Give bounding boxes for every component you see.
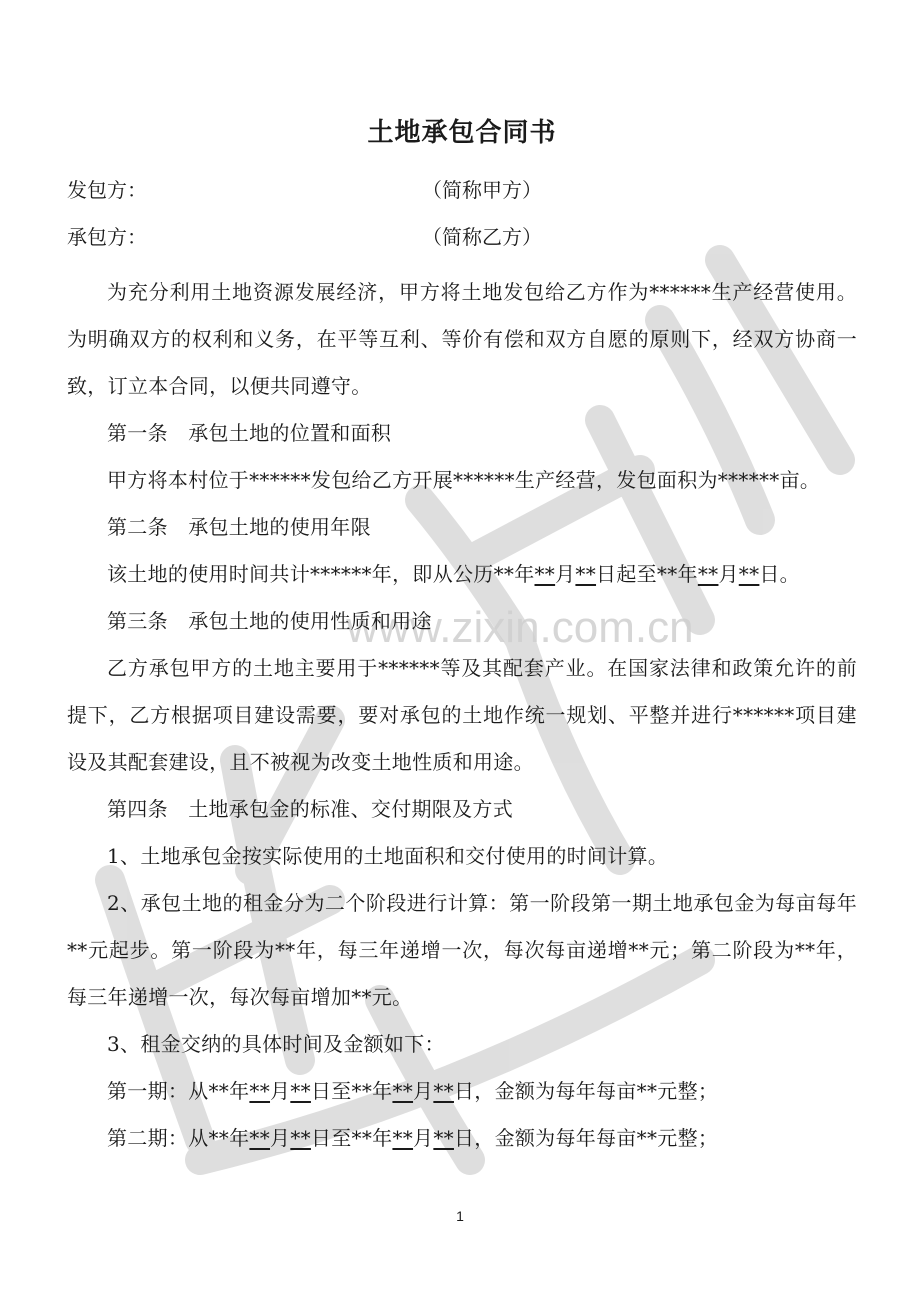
text-segment: 月 <box>555 562 576 586</box>
article-4-item-1: 1、土地承包金按实际使用的土地面积和交付使用的时间计算。 <box>107 844 669 868</box>
article-2-body <box>67 551 857 598</box>
text-segment: 第二期：从**年 <box>107 1126 250 1150</box>
text-segment: 月 <box>413 1126 434 1150</box>
article-2-heading: 第二条 承包土地的使用年限 <box>107 515 371 539</box>
party-a-line <box>67 175 857 222</box>
payment-period-1 <box>67 1068 857 1115</box>
watermark-url: www.zixin.com.cn <box>346 603 694 652</box>
article-1-heading: 第一条 承包土地的位置和面积 <box>107 421 392 445</box>
underlined-blank: ** <box>433 1079 454 1103</box>
text-segment: 该土地的使用时间共计******年，即从公历**年 <box>107 562 535 586</box>
text-segment: 月 <box>718 562 739 586</box>
underlined-blank: ** <box>697 562 719 586</box>
article-4-heading: 第四条 土地承包金的标准、交付期限及方式 <box>107 797 513 821</box>
article-4-item-3: 3、租金交纳的具体时间及金额如下： <box>107 1032 445 1056</box>
underlined-blank: ** <box>290 1126 311 1150</box>
underlined-blank: ** <box>534 562 556 586</box>
page-number: 1 <box>456 1208 464 1224</box>
text-segment: 第一期：从**年 <box>107 1079 250 1103</box>
text-segment: 日，金额为每年每亩**元整； <box>453 1126 719 1150</box>
underlined-blank: ** <box>249 1126 271 1150</box>
underlined-blank: ** <box>738 562 760 586</box>
document-body <box>67 112 857 1162</box>
underlined-blank: ** <box>433 1126 454 1150</box>
underlined-blank: ** <box>392 1079 414 1103</box>
text-segment: 月 <box>270 1126 291 1150</box>
party-a-abbr: （简称甲方） <box>422 178 542 202</box>
underlined-blank: ** <box>392 1126 414 1150</box>
article-1-body: 甲方将本村位于******发包给乙方开展******生产经营，发包面积为******亩。 <box>107 468 821 492</box>
text-segment: 月 <box>413 1079 434 1103</box>
text-segment: 日至**年 <box>310 1126 393 1150</box>
payment-period-2 <box>67 1115 857 1162</box>
party-a-label: 发包方： <box>67 178 147 202</box>
article-4-item-2: 2、承包土地的租金分为二个阶段进行计算：第一阶段第一期土地承包金为每亩每年**元起步。第一阶段为**年，每三年递增一次，每次每亩递增**元；第二阶段为**年，每三年递增一次，每次每亩增加**元。 <box>67 891 857 1009</box>
party-b-label: 承包方： <box>67 225 147 249</box>
underlined-blank: ** <box>575 562 597 586</box>
article-3-body: 乙方承包甲方的土地主要用于******等及其配套产业。在国家法律和政策允许的前提下，乙方根据项目建设需要，要对承包的土地作统一规划、平整并进行******项目建设及其配套建设，且不被视为改变土地性质和用途。 <box>67 656 857 774</box>
text-segment: 日。 <box>759 562 800 586</box>
article-3-heading: 第三条 承包土地的使用性质和用途 <box>107 609 432 633</box>
text-segment: 月 <box>270 1079 291 1103</box>
underlined-blank: ** <box>290 1079 311 1103</box>
text-segment: 日，金额为每年每亩**元整； <box>453 1079 719 1103</box>
document-title: 土地承包合同书 <box>367 118 557 148</box>
intro-paragraph: 为充分利用土地资源发展经济，甲方将土地发包给乙方作为******生产经营使用。为明确双方的权利和义务，在平等互利、等价有偿和双方自愿的原则下，经双方协商一致，订立本合同，以便共同遵守。 <box>67 280 857 398</box>
party-b-abbr: （简称乙方） <box>422 225 542 249</box>
text-segment: 日起至**年 <box>596 562 698 586</box>
underlined-blank: ** <box>249 1079 271 1103</box>
text-segment: 日至**年 <box>310 1079 393 1103</box>
party-b-line <box>67 222 857 269</box>
